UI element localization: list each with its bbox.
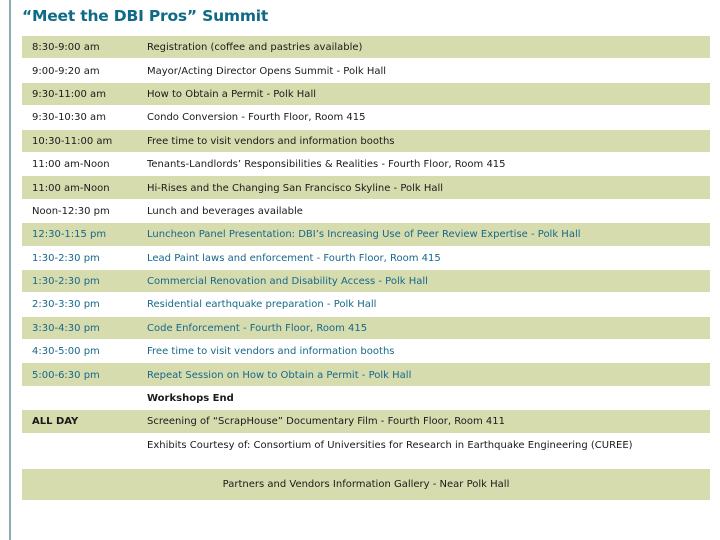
row-time: ALL DAY [32,416,79,428]
row-time: 9:00-9:20 am [32,65,100,77]
schedule-row [22,130,710,153]
row-time: 11:00 am-Noon [32,182,110,194]
schedule-row [22,469,710,500]
row-event: Repeat Session on How to Obtain a Permit - Polk Hall [147,369,412,381]
row-event: Workshops End [147,393,234,405]
row-event: Condo Conversion - Fourth Floor, Room 415 [147,112,366,124]
row-time: 5:00-6:30 pm [32,369,100,381]
row-time: 2:30-3:30 pm [32,299,100,311]
row-spacer [22,457,710,469]
row-time: 11:00 am-Noon [32,159,110,171]
row-event: Code Enforcement - Fourth Floor, Room 415 [147,322,368,334]
row-time: 9:30-11:00 am [32,88,106,100]
schedule-row [22,83,710,106]
row-event: Registration (coffee and pastries available) [147,42,363,54]
row-event: Hi-Rises and the Changing San Francisco Skyline - Polk Hall [147,182,444,194]
row-time: 3:30-4:30 pm [32,322,100,334]
row-event: Lead Paint laws and enforcement - Fourth Floor, Room 415 [147,252,441,264]
schedule-row [22,200,710,223]
row-time: Noon-12:30 pm [32,205,110,217]
row-time: 1:30-2:30 pm [32,252,100,264]
row-time: 1:30-2:30 pm [32,276,100,288]
schedule-row [22,410,710,433]
row-time: 12:30-1:15 pm [32,229,107,241]
row-event: Exhibits Courtesy of: Consortium of Universities for Research in Earthquake Engineering (CUREE) [147,439,633,451]
left-margin-rule [9,0,11,540]
schedule-row [22,176,710,199]
schedule-table [22,36,710,500]
schedule-row [22,153,710,176]
row-event: Commercial Renovation and Disability Access - Polk Hall [147,276,428,288]
schedule-row [22,223,710,246]
schedule-row [22,340,710,363]
schedule-row [22,434,710,457]
row-time: 9:30-10:30 am [32,112,106,124]
schedule-row [22,270,710,293]
schedule-row [22,59,710,82]
schedule-row [22,363,710,386]
row-event: Free time to visit vendors and information booths [147,135,395,147]
row-time: 10:30-11:00 am [32,135,113,147]
row-event: Free time to visit vendors and information booths [147,346,395,358]
schedule-row [22,293,710,316]
row-event: Lunch and beverages available [147,205,303,217]
page-title: “Meet the DBI Pros” Summit [22,7,269,25]
schedule-row [22,36,710,59]
schedule-row [22,247,710,270]
row-event: Partners and Vendors Information Gallery - Near Polk Hall [222,479,510,491]
row-event: How to Obtain a Permit - Polk Hall [147,88,316,100]
row-time: 4:30-5:00 pm [32,346,100,358]
schedule-row [22,317,710,340]
row-event: Screening of “ScrapHouse” Documentary Film - Fourth Floor, Room 411 [147,416,505,428]
row-event: Luncheon Panel Presentation: DBI’s Increasing Use of Peer Review Expertise - Polk Hall [147,229,581,241]
schedule-row [22,387,710,410]
row-event: Mayor/Acting Director Opens Summit - Polk Hall [147,65,387,77]
row-event: Residential earthquake preparation - Polk Hall [147,299,377,311]
schedule-row [22,106,710,129]
row-event: Tenants-Landlords’ Responsibilities & Realities - Fourth Floor, Room 415 [147,159,506,171]
row-time: 8:30-9:00 am [32,42,100,54]
